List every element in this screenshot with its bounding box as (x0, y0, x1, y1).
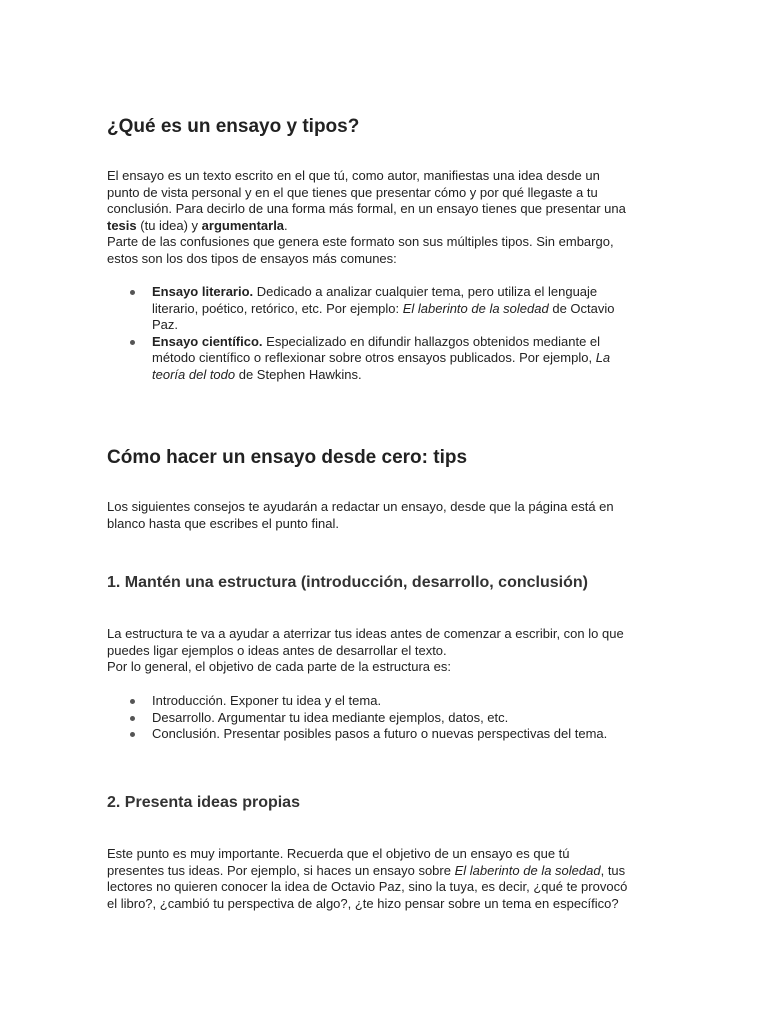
text-fragment: Especializado en difundir hallazgos obtenidos mediante el (262, 333, 601, 349)
book-title: La (595, 350, 611, 365)
paragraph-line: el libro?, ¿cambió tu perspectiva de algo?, ¿te hizo pensar sobre un tema en específico? (107, 895, 619, 911)
term-tesis: tesis (107, 217, 137, 233)
paragraph-line: lectores no quieren conocer la idea de Octavio Paz, sino la tuya, es decir, ¿qué te provocó (107, 879, 628, 894)
list-item-text: Introducción. Exponer tu idea y el tema. (152, 693, 382, 708)
text-fragment: de Octavio (548, 300, 615, 316)
list-item-line (152, 367, 649, 384)
book-title: El laberinto de la soledad (454, 862, 601, 878)
list-item-conclusion (129, 726, 649, 743)
paragraph-line: Este punto es muy importante. Recuerda que el objetivo de un ensayo es que tú (107, 846, 570, 861)
tips-intro-paragraph (107, 499, 652, 532)
essay-types-list (129, 284, 649, 383)
intro-paragraph (107, 168, 652, 267)
list-item-desarrollo (129, 710, 649, 727)
text-fragment: Dedicado a analizar cualquier tema, pero utiliza el lenguaje (253, 284, 598, 299)
paragraph-line: La estructura te va a ayudar a aterrizar tus ideas antes de comenzar a escribir, con lo que (107, 626, 624, 641)
list-item-term: Ensayo científico. (152, 333, 263, 349)
tip-2-title: 2. Presenta ideas propias (107, 794, 300, 811)
text-fragment: método científico o reflexionar sobre otros ensayos publicados. Por ejemplo, (152, 350, 596, 365)
paragraph-line: blanco hasta que escribes el punto final. (107, 515, 339, 531)
list-item-text: Desarrollo. Argumentar tu idea mediante ejemplos, datos, etc. (152, 709, 509, 725)
bullet-icon (130, 290, 135, 295)
paragraph-line (107, 863, 652, 880)
list-item-introduccion (129, 693, 649, 710)
bullet-icon (130, 340, 135, 345)
paragraph-line: Por lo general, el objetivo de cada parte de la estructura es: (107, 659, 451, 674)
paragraph-line: El ensayo es un texto escrito en el que tú, como autor, manifiestas una idea desde un (107, 168, 600, 183)
paragraph-line: estos son los dos tipos de ensayos más comunes: (107, 250, 397, 266)
text-fragment: de Stephen Hawkins. (235, 366, 362, 382)
text-fragment: . (284, 217, 288, 233)
list-item-ensayo-cientifico (129, 334, 649, 384)
bullet-icon (130, 716, 135, 721)
text-fragment: literario, poético, retórico, etc. Por ejemplo: (152, 300, 403, 316)
section-title-que-es-un-ensayo: ¿Qué es un ensayo y tipos? (107, 116, 360, 137)
text-fragment: presentes tus ideas. Por ejemplo, si haces un ensayo sobre (107, 862, 455, 878)
book-title: El laberinto de la soledad (402, 300, 549, 316)
paragraph-line: conclusión. Para decirlo de una forma más formal, en un ensayo tienes que presentar una (107, 201, 626, 216)
list-item-line (152, 334, 649, 351)
list-item-line (152, 301, 649, 318)
tip-1-paragraph (107, 626, 652, 676)
list-item-term: Ensayo literario. (152, 284, 254, 299)
structure-list (129, 693, 649, 743)
term-argumentarla: argumentarla (201, 217, 285, 233)
tip-2-paragraph (107, 846, 652, 912)
book-title: teoría del todo (152, 366, 236, 382)
bullet-icon (130, 732, 135, 737)
text-fragment: (tu idea) y (136, 217, 202, 233)
text-fragment: , tus (600, 862, 626, 878)
tip-1-title: 1. Mantén una estructura (introducción, desarrollo, conclusión) (107, 574, 588, 591)
paragraph-line: punto de vista personal y en el que tienes que presentar cómo y por qué llegaste a tu (107, 184, 598, 200)
list-item-ensayo-literario (129, 284, 649, 334)
section-title-como-hacer-un-ensayo: Cómo hacer un ensayo desde cero: tips (107, 447, 468, 468)
paragraph-line: Los siguientes consejos te ayudarán a redactar un ensayo, desde que la página está en (107, 499, 614, 514)
paragraph-line: Parte de las confusiones que genera este formato son sus múltiples tipos. Sin embargo, (107, 234, 614, 249)
list-item-text: Conclusión. Presentar posibles pasos a futuro o nuevas perspectivas del tema. (152, 726, 608, 741)
paragraph-line: puedes ligar ejemplos o ideas antes de desarrollar el texto. (107, 642, 447, 658)
list-item-line (152, 350, 649, 367)
paragraph-line (107, 218, 652, 235)
list-item-line (152, 284, 649, 301)
list-item-line: Paz. (152, 317, 179, 332)
bullet-icon (130, 699, 135, 704)
